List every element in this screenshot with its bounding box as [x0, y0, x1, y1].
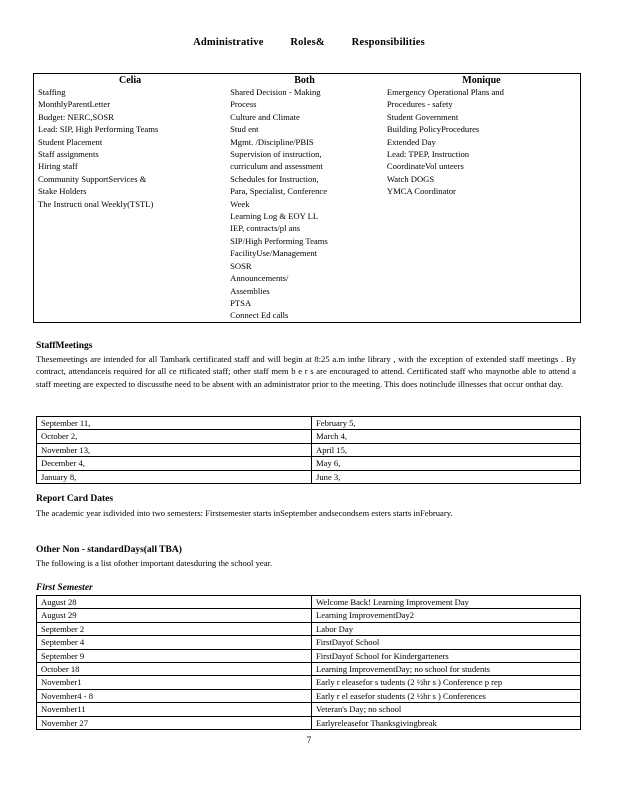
table-row [37, 457, 581, 470]
both-role-item: Schedules for Instruction, [230, 173, 319, 184]
celia-column [34, 86, 227, 322]
both-role-item: IEP, contracts/pl ans [230, 223, 301, 234]
both-role-item: Assemblies [230, 285, 270, 296]
table-row [37, 689, 581, 702]
celia-role-item: Stake Holders [38, 186, 87, 197]
both-role-item: Week [230, 198, 250, 209]
both-role-item: Process [230, 99, 257, 110]
both-role-item: Para, Specialist, Conference [230, 186, 328, 197]
table-row [37, 636, 581, 649]
event-cell: FirstDayof School [312, 636, 581, 649]
event-cell: May 6, [312, 457, 581, 470]
both-role-item: Shared Decision - Making [230, 87, 321, 97]
date-cell: November11 [37, 703, 312, 716]
event-cell: Earlyreleasefor Thanksgivingbreak [312, 716, 581, 729]
date-cell: January 8, [37, 470, 312, 483]
event-cell: Labor Day [312, 622, 581, 635]
page-title [0, 37, 618, 48]
first-semester-heading: First Semester [36, 583, 93, 593]
celia-role-item: Lead: SIP, High Performing Teams [38, 124, 159, 135]
staff-meetings-heading: StaffMeetings [36, 341, 93, 351]
other-days-text: The following is a list ofother important datesduring the school year. [36, 558, 273, 568]
event-cell: Veteran's Day; no school [312, 703, 581, 716]
monique-role-item: Lead: TPEP, Instruction [386, 149, 470, 160]
both-column [226, 86, 383, 322]
table-row [37, 596, 581, 609]
other-days-heading: Other Non - standardDays(all TBA) [36, 545, 182, 555]
table-row [37, 649, 581, 662]
staff-meetings-table [36, 416, 581, 484]
event-cell: June 3, [312, 470, 581, 483]
date-cell: October 18 [37, 663, 312, 676]
report-card-text: The academic year isdivided into two semesters: Firstsemester starts inSeptember andsecondsem esters starts inFebruary. [36, 508, 453, 518]
title-word-3: Responsibilities [351, 37, 425, 48]
title-word-1: Administrative [193, 37, 264, 48]
celia-role-item: The Instructi onal Weekly(TSTL) [38, 198, 154, 209]
celia-role-item: MonthlyParentLetter [38, 99, 111, 110]
table-row [37, 609, 581, 622]
event-cell: April 15, [312, 443, 581, 456]
table-row [37, 443, 581, 456]
date-cell: September 4 [37, 636, 312, 649]
celia-role-item: Staff assignments [38, 149, 99, 160]
header-celia: Celia [118, 75, 142, 86]
monique-column [383, 86, 581, 322]
both-role-item: Connect Ed calls [230, 310, 289, 321]
table-row [37, 663, 581, 676]
staff-meetings-text: Thesemeetings are intended for all Tambark certificated staff and will begin at 8:25 a.m inthe library , with the exception of extended staff meetings . By contract, attendanceis required for all ce rtificated staff; other staff mem b e r s are encouraged to attend. Certificated staff who maynotbe able to attend a staff meeting are expected to discussthe need to be absent with an administrator prior to the meeting. This does notinclude illnesses that occur onthat day. [36, 354, 576, 389]
celia-role-item: Staffing [38, 87, 66, 97]
monique-role-item: Student Government [386, 111, 459, 122]
monique-role-item: Extended Day [386, 136, 436, 147]
monique-role-item: Building PolicyProcedures [386, 124, 480, 135]
date-cell: December 4, [37, 457, 312, 470]
date-cell: November1 [37, 676, 312, 689]
table-row [37, 716, 581, 729]
header-both: Both [294, 75, 315, 86]
both-role-item: SIP/High Performing Teams [230, 235, 328, 246]
date-cell: November 27 [37, 716, 312, 729]
monique-role-item: Emergency Operational Plans and [386, 87, 504, 97]
celia-role-item: Budget: NERC,SOSR [38, 111, 114, 122]
date-cell: November4 - 8 [37, 689, 312, 702]
monique-role-item: Procedures - safety [386, 99, 453, 110]
event-cell: Learning ImprovementDay2 [312, 609, 581, 622]
first-semester-table [36, 595, 581, 730]
both-role-item: PTSA [230, 297, 252, 308]
both-role-item: curriculum and assessment [230, 161, 323, 172]
monique-role-item: YMCA Coordinator [386, 186, 456, 197]
date-cell: September 11, [37, 417, 312, 430]
date-cell: September 2 [37, 622, 312, 635]
both-role-item: SOSR [230, 260, 252, 271]
both-role-item: Learning Log & EOY LL [230, 211, 319, 222]
event-cell: March 4, [312, 430, 581, 443]
title-word-2: Roles& [290, 37, 325, 48]
both-role-item: Stud ent [230, 124, 259, 135]
table-row [37, 470, 581, 483]
date-cell: November 13, [37, 443, 312, 456]
both-role-item: Culture and Climate [230, 111, 300, 122]
date-cell: August 29 [37, 609, 312, 622]
header-monique: Monique [462, 75, 501, 86]
table-row [37, 430, 581, 443]
monique-role-item: CoordinateVol unteers [386, 161, 464, 172]
celia-role-item: Student Placement [38, 136, 103, 147]
report-card-heading: Report Card Dates [36, 494, 114, 504]
table-row [37, 676, 581, 689]
event-cell: Welcome Back! Learning Improvement Day [312, 596, 581, 609]
table-row [37, 703, 581, 716]
celia-role-item: Hiring staff [38, 161, 78, 172]
both-role-item: Announcements/ [230, 273, 289, 284]
event-cell: Early r eleasefor s tudents (2 ½hr s ) Conference p rep [312, 676, 581, 689]
event-cell: February 5, [312, 417, 581, 430]
monique-role-item: Watch DOGS [386, 173, 435, 184]
date-cell: September 9 [37, 649, 312, 662]
both-role-item: FacilityUse/Management [230, 248, 318, 259]
event-cell: Learning ImprovementDay; no school for students [312, 663, 581, 676]
date-cell: August 28 [37, 596, 312, 609]
roles-table [33, 73, 581, 323]
page-number: 7 [306, 735, 312, 745]
table-row [37, 417, 581, 430]
event-cell: Early r el easefor students (2 ½hr s ) Conferences [312, 689, 581, 702]
both-role-item: Supervision of instruction, [230, 149, 322, 160]
event-cell: FirstDayof School for Kindergarteners [312, 649, 581, 662]
date-cell: October 2, [37, 430, 312, 443]
table-row [37, 622, 581, 635]
celia-role-item: Community SupportServices & [38, 173, 147, 184]
both-role-item: Mgmt. /Discipline/PBIS [230, 136, 314, 147]
